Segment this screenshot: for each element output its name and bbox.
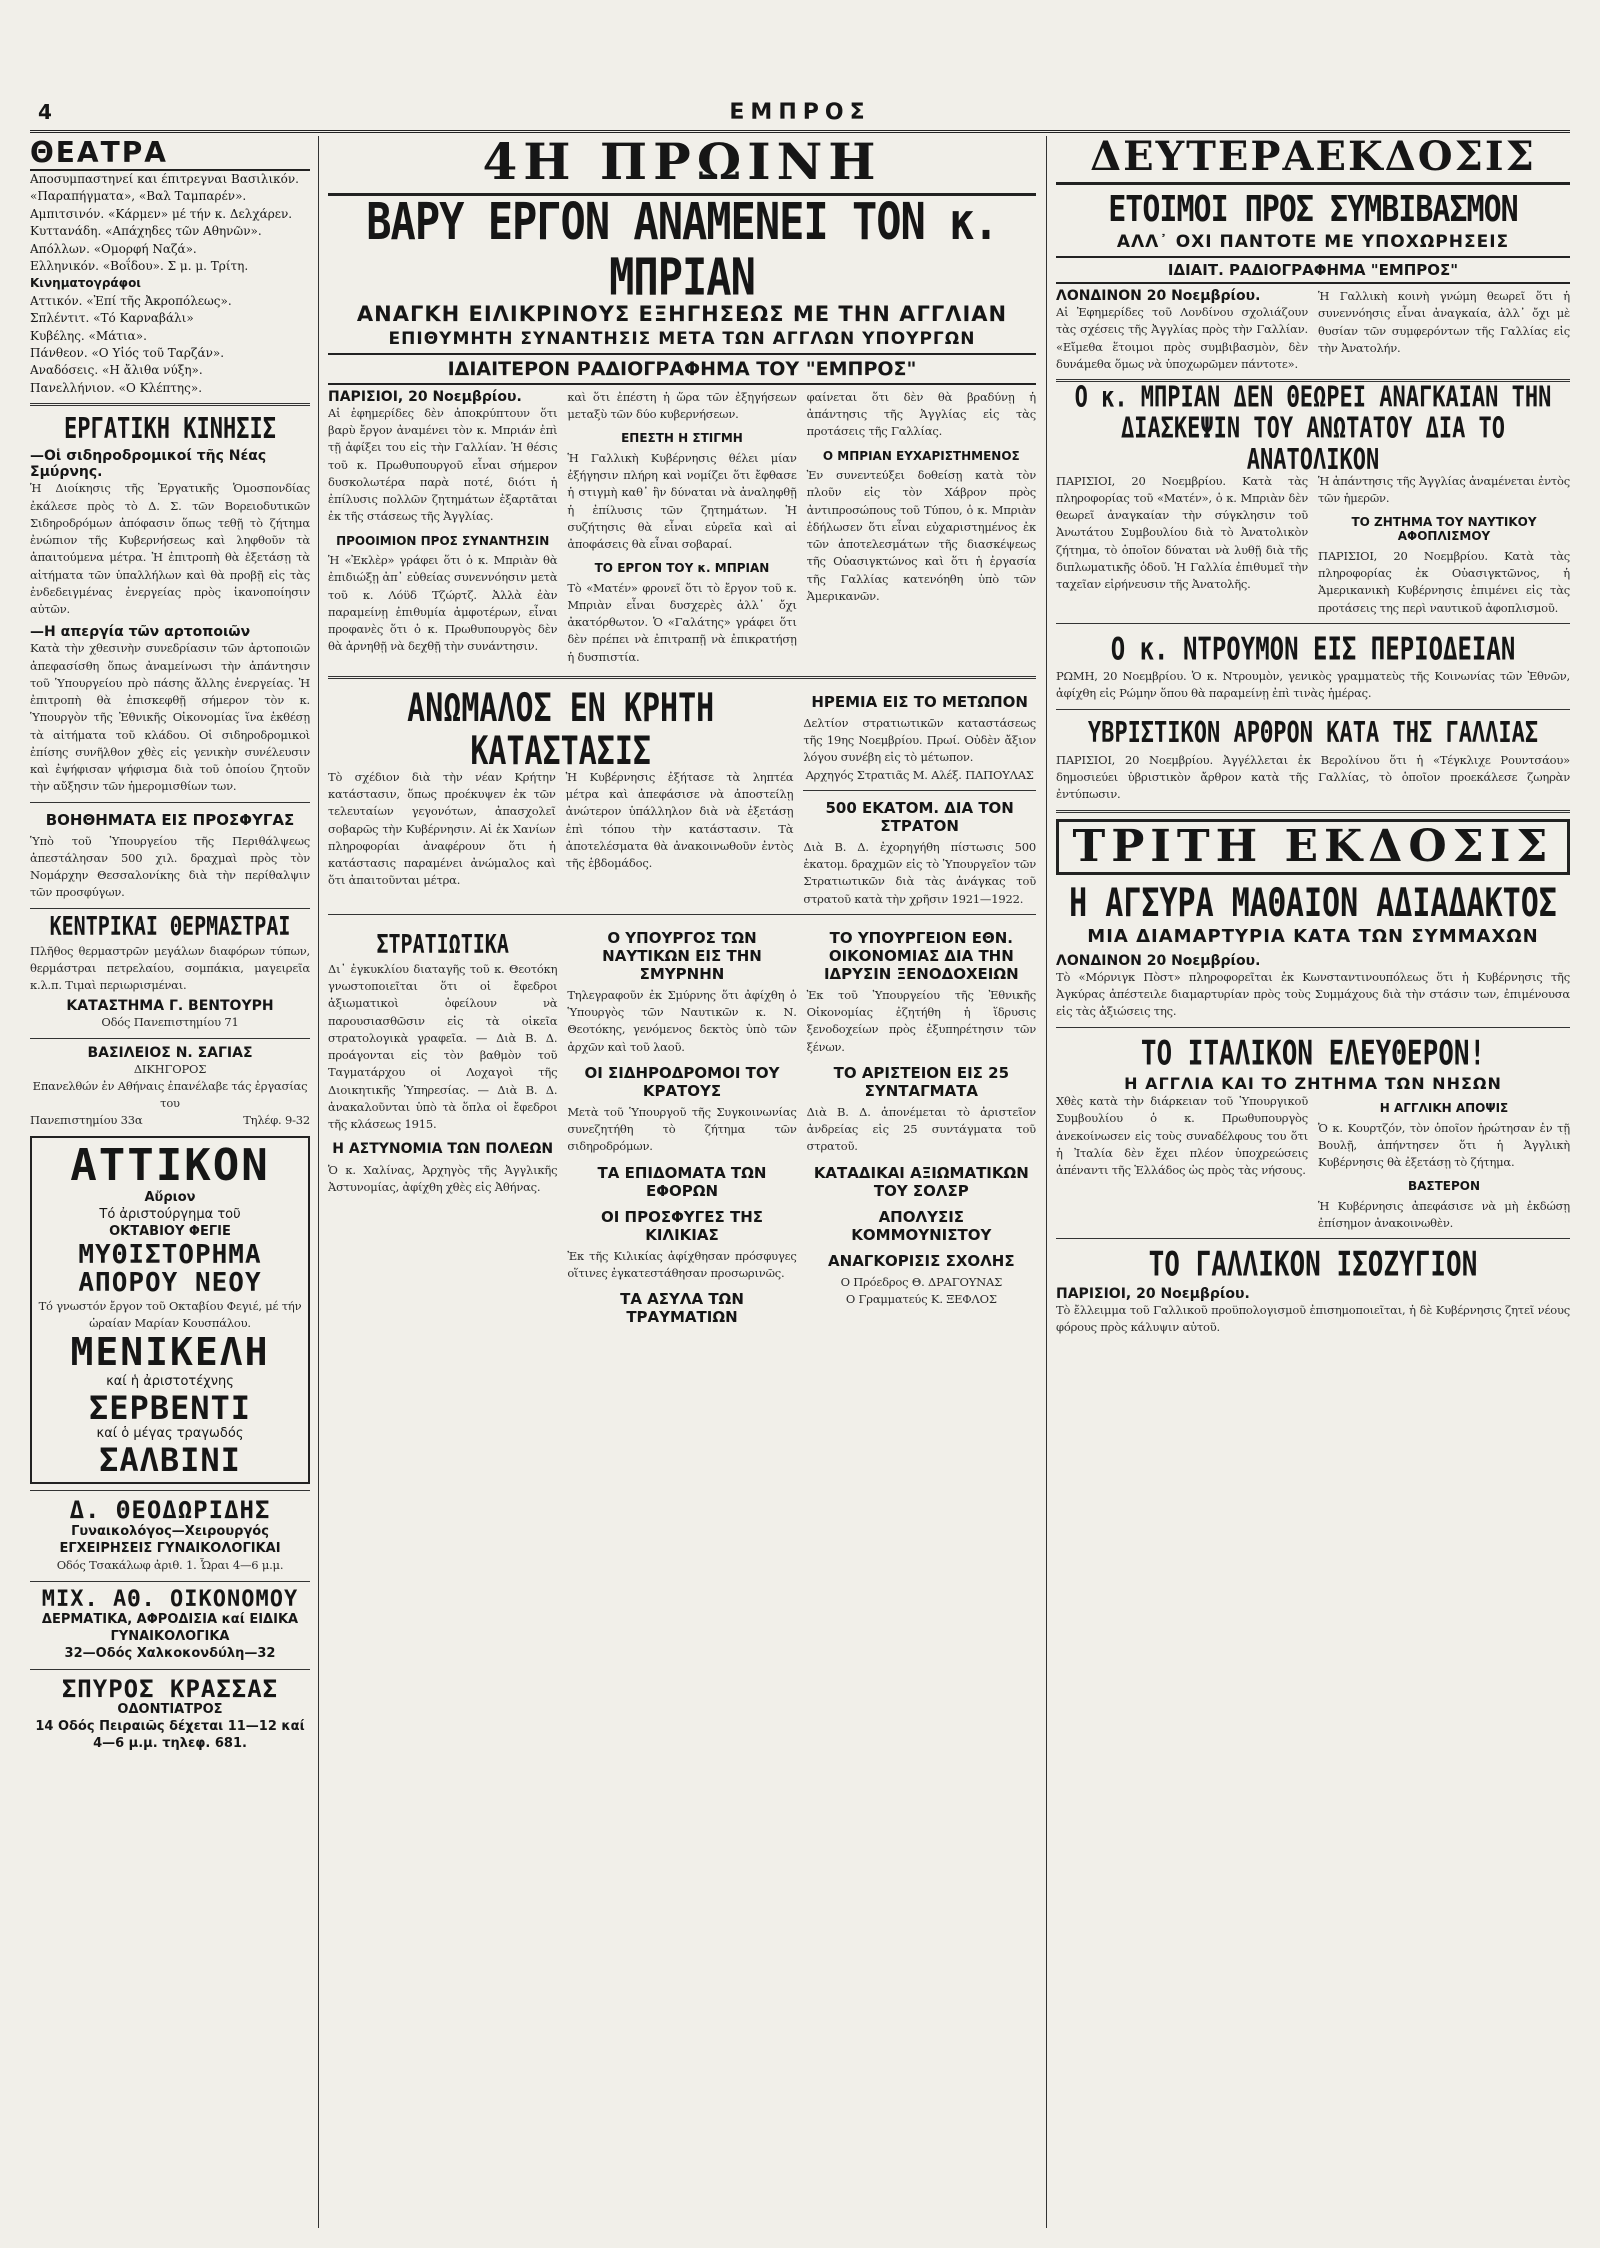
theatre-listing: Ελληνικόν. «Βοΐδου». Σ μ. μ. Τρίτη. xyxy=(30,258,249,273)
article-body: Πλῆθος θερμαστρῶν μεγάλων διαφόρων τύπων, θερμάστραι πετρελαίου, σομπάκια, μαγειρεῖα κ.λ.π. Τιμαὶ περιωρισμέναι. xyxy=(30,943,310,993)
article-body: ΡΩΜΗ, 20 Νοεμβρίου. Ὁ κ. Ντρουμὸν, γενικὸς γραμματεὺς τῆς Κοινωνίας τῶν Ἐθνῶν, ἀφίχθη εἰς Ρώμην ὅπου θὰ παραμείνῃ ἐπὶ τινὰς ἡμέρας. xyxy=(1056,669,1570,701)
refugees-head: ΟΙ ΠΡΟΣΦΥΓΕΣ ΤΗΣ ΚΙΛΙΚΙΑΣ xyxy=(600,1207,763,1244)
article-body: Ἡ Γαλλικὴ κοινὴ γνώμη θεωρεῖ ὅτι ἡ συνεννόησις εἶναι ἀναγκαία, ἀλλ᾽ ὄχι μὲ θυσίαν τῶν συμφερόντων τῆς Γαλλίας εἰς τὴν Ἀνατολήν. xyxy=(1318,289,1570,355)
article-body: Ἡ Κυβέρνησις ἐξήτασε τὰ ληπτέα μέτρα καὶ ἀπεφάσισε νὰ ἀποστείλῃ ἀνώτερον ὑπάλληλον διὰ νὰ ἐξετάσῃ ἐπὶ τόπου τὴν κατάστασιν. Τὰ ἀποτελέσματα θὰ ἀνακοινωθοῦν ἐντὸς τῆς ἑβδομάδος. xyxy=(565,769,794,871)
article-body: Τὸ ἔλλειμμα τοῦ Γαλλικοῦ προϋπολογισμοῦ ἐπισημοποιεῖται, ἡ δὲ Κυβέρνησις ζητεῖ νέους φόρους πρὸς κάλυψιν αὐτοῦ. xyxy=(1056,1302,1570,1335)
third-headline: Η ΑΓΣΥΡΑ ΜΑΘΑΙΟΝ ΑΔΙΑΔΑΚΤΟΣ xyxy=(1069,880,1557,927)
article-body: Ἡ ἀπάντησις τῆς Ἀγγλίας ἀναμένεται ἐντὸς τῶν ἡμερῶν. xyxy=(1318,473,1570,505)
school-signature: Ο Πρόεδρος Θ. ΔΡΑΓΟΥΝΑΣ xyxy=(840,1274,1003,1289)
store-name: ΚΑΤΑΣΤΗΜΑ Γ. ΒΕΝΤΟΥΡΗ xyxy=(66,998,274,1015)
front-signature: Αρχηγός Στρατιᾶς Μ. Αλέξ. ΠΑΠΟΥΛΑΣ xyxy=(805,767,1034,782)
cinema-title: ΜΥΘΙΣΤΟΡΗΜΑ ΑΠΟΡΟΥ ΝΕΟΥ xyxy=(78,1239,262,1299)
italy-headline: ΤΟ ΙΤΑΛΙΚΟΝ ΕΛΕΥΘΕΡΟΝ! xyxy=(1140,1034,1486,1074)
doumer-headline: Ο κ. ΝΤΡΟΥΜΟΝ ΕΙΣ ΠΕΡΙΟΔΕΙΑΝ xyxy=(1110,630,1516,667)
column-divider xyxy=(318,136,319,2228)
page-number: 4 xyxy=(38,100,52,124)
italy-subheadline: Η ΑΓΓΛΙΑ ΚΑΙ ΤΟ ΖΗΤΗΜΑ ΤΩΝ ΝΗΣΩΝ xyxy=(1124,1074,1502,1094)
dentist-address: 14 Οδός Πειραιῶς δέχεται 11—12 καί 4—6 μ.μ. τηλεφ. 681. xyxy=(35,1718,305,1751)
article-body: Ἡ Διοίκησις τῆς Ἐργατικῆς Ὁμοσπονδίας ἐκάλεσε πρὸς τὸ Δ. Σ. τῶν Βορειοδυτικῶν Σιδηροδρόμων ἀπόφασιν ὅπως τεθῇ τὸ ζήτημα ἐνώπιον τῆς Κυβερνήσεως καὶ ληφθοῦν τὰ ἀπαιτούμενα μέτρα. Ἡ ἐπιτροπὴ θὰ ἐξετάσῃ τὰ αἰτήματα τῶν ὑπαλλήλων καὶ θὰ προβῇ εἰς τὰς ἐνδεδειγμένας ἐνεργείας πρὸς ἱκανοποίησιν αὐτῶν. xyxy=(30,481,310,617)
thermastra-title: ΚΕΝΤΡΙΚΑΙ ΘΕΡΜΑΣΤΡΑΙ xyxy=(49,909,291,942)
doctor1-role: Γυναικολόγος—Χειρουργός xyxy=(71,1523,269,1539)
article-body: Κατὰ τὴν χθεσινὴν συνεδρίασιν τῶν ἀρτοποιῶν ἀπεφασίσθη ὅπως ἀναμείνωσι τὴν ἀπάντησιν τοῦ Ὑπουργείου πρὸ πάσης ἄλλης ἐνεργείας. Ἡ ἐπιτροπὴ θὰ ἐπισκεφθῇ σήμερον τὸν κ. Ὑπουργὸν τῆς Ἐθνικῆς Οἰκονομίας ἵνα ἐκθέσῃ τὰ αἰτήματα τοῦ κλάδου. Οἱ σιδηροδρομικοὶ ἐπίσης συνῆλθον χθὲς εἰς γενικὴν συνέλευσιν καὶ ἐψήφισαν ψήφισμα διὰ τοῦ ὁποίου ζητοῦν τὴν αὔξησιν τῶν ἡμερομισθίων των. xyxy=(30,641,310,794)
right-headline: ΕΤΟΙΜΟΙ ΠΡΟΣ ΣΥΜΒΙΒΑΣΜΟΝ xyxy=(1108,188,1518,231)
pension-head: ΤΟ ΑΡΙΣΤΕΙΟΝ ΕΙΣ 25 ΣΥΝΤΑΓΜΑΤΑ xyxy=(833,1063,1010,1100)
aid-title: ΒΟΗΘΗΜΑΤΑ ΕΙΣ ΠΡΟΣΦΥΓΑΣ xyxy=(45,810,295,829)
article-body: Δελτίον στρατιωτικῶν καταστάσεως τῆς 19ης Νοεμβρίου. Πρωί. Οὐδὲν ἄξιον λόγου συνέβη εἰς τὸ μέτωπον. xyxy=(803,715,1036,765)
lawyer-role: ΔΙΚΗΓΟΡΟΣ xyxy=(133,1061,207,1076)
cinema-star: ΜΕΝΙΚΕΛΗ xyxy=(70,1330,270,1375)
lawyer-phone: Τηλέφ. 9-32 xyxy=(243,1113,310,1128)
article-body: Τὸ «Μόρνιγκ Πὸστ» πληροφορεῖται ἐκ Κωνσταντινουπόλεως ὅτι ἡ Κυβέρνησις τῆς Ἀγκύρας ἀπέστειλε διαμαρτυρίαν πρὸς τοὺς Συμμάχους διὰ τὴν στάσιν των, ἐπιμένουσα εἰς τὰς ἀξιώσεις της. xyxy=(1056,969,1570,1019)
article-body: Ὑπὸ τοῦ Ὑπουργείου τῆς Περιθάλψεως ἀπεστάλησαν 500 χιλ. δραχμαὶ πρὸς τὸν Νομάρχην Θεσσαλονίκης διὰ τὴν περίθαλψιν τῶν προσφύγων. xyxy=(30,833,310,900)
lawyer-contact xyxy=(30,1112,310,1129)
third-edition-banner: ΤΡΙΤΗ ΕΚΔΟΣΙΣ xyxy=(1056,819,1570,875)
article-body: Χθὲς κατὰ τὴν διάρκειαν τοῦ Ὑπουργικοῦ Συμβουλίου ὁ κ. Πρωθυπουργὸς ἀνεκοίνωσεν εἰς τοὺς συναδέλφους του ὅτι ἡ Ἰταλία δὲν ἔχει πλέον ὑποχρεώσεις ἀπέναντι τῆς Ἑλλάδος ὡς πρὸς τὰς νήσους. xyxy=(1056,1094,1308,1178)
later-head: ΒΑΣΤΕΡΟΝ xyxy=(1407,1179,1481,1194)
cinema-name: ΑΤΤΙΚΟΝ xyxy=(70,1139,270,1191)
dentist-role: ΟΔΟΝΤΙΑΤΡΟΣ xyxy=(117,1701,223,1717)
article-body: Δι᾽ ἐγκυκλίου διαταγῆς τοῦ κ. Θεοτόκη γνωστοποιεῖται ὅτι οἱ ἔφεδροι ἀξιωματικοὶ ὀφείλουν νὰ παρουσιασθῶσιν εἰς τὰ οἰκεῖα στρατολογικὰ γραφεῖα. — Διὰ Β. Δ. προάγονται εἰς τὸν βαθμὸν τοῦ Ταγματάρχου οἱ Λοχαγοὶ τῆς Διοικητικῆς Ὑπηρεσίας. — Διὰ Β. Δ. ἀνακαλοῦνται ὑπὸ τὰ ὅπλα οἱ ἔφεδροι τῆς κλάσεως 1915. xyxy=(328,961,558,1132)
article-body: Τὸ «Ματέν» φρονεῖ ὅτι τὸ ἔργον τοῦ κ. Μπριὰν εἶναι δυσχερὲς ἀλλ᾽ ὄχι ἀκατόρθωτον. Ὁ «Γαλάτης» γράφει ὅτι δὲν πρέπει νὰ ἐπιτραπῇ νὰ ἐπικρατήσῃ ἡ δυσπιστία. xyxy=(567,580,797,664)
article-body: Ἐν συνεντεύξει δοθείσῃ κατὰ τὸν πλοῦν εἰς τὸν Χάβρον πρὸς ἀντιπροσώπους τοῦ Τύπου, ὁ κ. Μπριὰν ἐδήλωσεν ὅτι εἶναι εὐχαριστημένος ἐκ τῶν ἀποτελεσμάτων τῆς διασκέψεως τῆς Οὐασιγκτώνος καὶ ὅτι ἡ ἐργασία τῆς Γαλλίας κατενόηθη ὑπὸ τῶν Ἀμερικανῶν. xyxy=(806,468,1036,603)
briand-work-head: ΤΟ ΕΡΓΟΝ ΤΟΥ κ. ΜΠΡΙΑΝ xyxy=(594,561,770,576)
naval-head: ΤΟ ΖΗΤΗΜΑ ΤΟΥ ΝΑΥΤΙΚΟΥ ΑΦΟΠΛΙΣΜΟΥ xyxy=(1351,515,1537,544)
school-head: ΑΝΑΓΚΟΡΙΣΙΣ ΣΧΟΛΗΣ xyxy=(828,1251,1015,1270)
theatre-listing: Αναδόσεις. «Η ἄλιθα νύξη». xyxy=(30,363,203,378)
doctor1-address: Οδός Τσακάλωφ ἀριθ. 1. Ὧραι 4—6 μ.μ. xyxy=(56,1558,284,1573)
main-subheadline-2: ΕΠΙΘΥΜΗΤΗ ΣΥΝΑΝΤΗΣΙΣ ΜΕΤΑ ΤΩΝ ΑΓΓΛΩΝ ΥΠΟΥΡΓΩΝ xyxy=(388,328,976,349)
balance-dateline: ΠΑΡΙΣΙΟΙ, 20 Νοεμβρίου. xyxy=(1056,1285,1250,1302)
cinema-line: Τό ἀριστούργημα τοῦ xyxy=(99,1206,241,1222)
cinema-date: Αὔριον xyxy=(144,1189,196,1205)
left-column xyxy=(30,136,310,2228)
dateline: ΠΑΡΙΣΙΟΙ, 20 Νοεμβρίου. xyxy=(328,388,522,405)
critical-head: ΕΠΕΣΤΗ Η ΣΤΙΓΜΗ xyxy=(621,431,743,446)
column-divider xyxy=(1046,136,1047,2228)
labor-title: ΕΡΓΑΤΙΚΗ ΚΙΝΗΣΙΣ xyxy=(64,413,276,446)
doctor2-address: 32—Οδός Χαλκοκονδύλη—32 xyxy=(64,1645,276,1661)
theatre-listing: Πάνθεον. «Ο Υἱός τοῦ Ταρζάν». xyxy=(30,345,225,360)
main-headline: ΒΑΡΥ ΕΡΓΟΝ ΑΝΑΜΕΝΕΙ ΤΟΝ κ. ΜΠΡΙΑΝ xyxy=(366,191,998,307)
theatre-listing: Κυβέλης. «Μάτια». xyxy=(30,328,147,343)
article-body: ΠΑΡΙΣΙΟΙ, 20 Νοεμβρίου. Κατὰ τὰς πληροφορίας ἐκ Οὐασιγκτῶνος, ἡ Ἀμερικανικὴ Κυβέρνησις ἐπιμένει εἰς τὰς προτάσεις της περὶ ναυτικοῦ ἀφοπλισμοῦ. xyxy=(1318,548,1570,615)
theatre-listing: Αμπιτσινόν. «Κάρμεν» μέ τήν κ. Δελχάρεν. xyxy=(30,206,293,221)
briand-right-headline: Ο κ. ΜΠΡΙΑΝ ΔΕΝ ΘΕΩΡΕΙ ΑΝΑΓΚΑΙΑΝ ΤΗΝ ΔΙΑΣΚΕΨΙΝ ΤΟΥ ΑΝΩΤΑΤΟΥ ΔΙΑ ΤΟ ΑΝΑΤΟΛΙΚΟΝ xyxy=(1074,381,1552,478)
crete-row xyxy=(328,685,1036,908)
theatre-listing: Κυττανάδη. «Απάχηδες τῶν Αθηνῶν». xyxy=(30,224,262,239)
cinema-author: ΟΚΤΑΒΙΟΥ ΦΕΓΙΕ xyxy=(109,1223,231,1239)
doctor2-specialty: ΔΕΡΜΑΤΙΚΑ, ΑΦΡΟΔΙΣΙΑ καί ΕΙΔΙΚΑ ΓΥΝΑΙΚΟΛΟΓΙΚΑ xyxy=(41,1611,299,1644)
theatre-listing: Πανελλήνιον. «Ο Κλέπτης». xyxy=(30,380,203,395)
meeting-head: ΠΡΟΟΙΜΙΟΝ ΠΡΟΣ ΣΥΝΑΝΤΗΣΙΝ xyxy=(336,533,550,548)
article-body: καὶ ὅτι ἐπέστη ἡ ὥρα τῶν ἐξηγήσεων μεταξὺ τῶν δύο κυβερνήσεων. xyxy=(567,389,797,422)
cinemas-subtitle: Κινηματογράφοι xyxy=(30,276,141,291)
lawyer-address: Πανεπιστημίου 33α xyxy=(30,1113,143,1128)
cinema-star-2: ΣΕΡΒΕΝΤΙ xyxy=(88,1388,252,1427)
doctor1-name: Δ. ΘΕΟΔΩΡΙΔΗΣ xyxy=(69,1496,271,1525)
main-subheadline: ΑΝΑΓΚΗ ΕΙΛΙΚΡΙΝΟΥΣ ΕΞΗΓΗΣΕΩΣ ΜΕ ΤΗΝ ΑΓΓΛΙΑΝ xyxy=(356,301,1008,326)
military-head: ΣΤΡΑΤΙΩΤΙΚΑ xyxy=(376,928,509,960)
store-address: Οδός Πανεπιστημίου 71 xyxy=(101,1015,239,1030)
article-body: Ὁ κ. Χαλίνας, Ἀρχηγὸς τῆς Ἀγγλικῆς Ἀστυνομίας, ἀφίχθη χθὲς εἰς Ἀθήνας. xyxy=(328,1163,558,1195)
second-edition-banner: ΔΕΥΤΕΡΑΕΚΔΟΣΙΣ xyxy=(1056,136,1570,185)
theatre-listing: Αποσυμπαστηνεί και έπιτρεγναι Βασιλικόν. «Παραπήγματα», «Βαλ Ταμπαρέν». xyxy=(30,172,299,204)
cinema-ad xyxy=(30,1136,310,1485)
article-body: Διὰ Β. Δ. ἀπονέμεται τὸ ἀριστεῖον ἀνδρείας εἰς 25 συντάγματα τοῦ στρατοῦ. xyxy=(806,1104,1036,1154)
article-body: Τὸ σχέδιον διὰ τὴν νέαν Κρήτην κατάστασιν, ὅπως προέκυψεν ἐκ τῶν τελευταίων γεγονότων, ἀπασχολεῖ σοβαρῶς τὴν Κυβέρνησιν. Αἱ ἐκ Χανίων πληροφορίαι ἀναφέρουν ὅτι ἡ κατάστασις παραμένει ἀνώμαλος καὶ ὅτι ἀπαιτοῦνται μέτρα. xyxy=(328,769,556,888)
officers-head: ΤΑ ΕΠΙΔΟΜΑΤΑ ΤΩΝ ΕΦΟΡΩΝ xyxy=(597,1163,767,1200)
theatre-listing: Απόλλων. «Ομορφή Ναζά». xyxy=(30,241,197,256)
article-body: ΠΑΡΙΣΙΟΙ, 20 Νοεμβρίου. Κατὰ τὰς πληροφορίας τοῦ «Ματέν», ὁ κ. Μπριὰν δὲν θεωρεῖ ἀναγκαίαν τὴν σύγκλησιν τοῦ Ἀνωτάτου Συμβουλίου διὰ τὸ Ἀνατολικὸν ζήτημα, τὸ ὁποῖον δύναται νὰ λυθῇ διὰ τῆς διπλωματικῆς ὁδοῦ. Ἡ Γαλλία ἐπιθυμεῖ τὴν ταχεῖαν εἰρήνευσιν τῆς Ἀνατολῆς. xyxy=(1056,473,1308,592)
balance-headline: ΤΟ ΓΑΛΛΙΚΟΝ ΙΣΟΖΥΓΙΟΝ xyxy=(1148,1245,1478,1285)
theatres-title: ΘΕΑΤΡΑ xyxy=(30,136,310,171)
masthead xyxy=(30,100,1570,133)
briand-thanks-head: Ο ΜΠΡΙΑΝ ΕΥΧΑΡΙΣΤΗΜΕΝΟΣ xyxy=(822,448,1020,463)
article-body: Τηλεγραφοῦν ἐκ Σμύρνης ὅτι ἀφίχθη ὁ Ὑπουργὸς τῶν Ναυτικῶν κ. Ν. Θεοτόκης, γενόμενος δεκτὸς ὑπὸ τῶν ἀρχῶν καὶ τοῦ λαοῦ. xyxy=(567,987,797,1054)
lead-story xyxy=(328,389,1036,666)
right-dateline: ΛΟΝΔΙΝΟΝ 20 Νοεμβρίου. xyxy=(1056,288,1261,304)
article-body: Ἡ «Ἐκλὲρ» γράφει ὅτι ὁ κ. Μπριὰν θὰ ἐπιδιώξῃ ἀπ᾽ εὐθείας συνεννόησιν μετὰ τοῦ κ. Λόϋδ Τζώρτζ. Ἀλλὰ ἐὰν παραμείνῃ ἐπιθυμία ἀμφοτέρων, εἶναι προφανὲς ὅτι ὁ κ. Πρωθυπουργὸς δὲν θὰ ἀρνηθῇ νὰ δεχθῇ τὴν συνάντησιν. xyxy=(328,553,558,654)
police-head: Η ΑΣΤΥΝΟΜΙΑ ΤΩΝ ΠΟΛΕΩΝ xyxy=(332,1141,554,1158)
minister-head: Ο ΥΠΟΥΡΓΟΣ ΤΩΝ ΝΑΥΤΙΚΩΝ ΕΙΣ ΤΗΝ ΣΜΥΡΝΗΝ xyxy=(602,928,762,983)
article-body: Αἱ Ἐφημερίδες τοῦ Λονδίνου σχολιάζουν τὰς σχέσεις τῆς Ἀγγλίας πρὸς τὴν Γαλλίαν. «Εἴμεθα ἕτοιμοι πρὸς συμβιβασμὸν, δὲν δυνάμεθα ὅμως νὰ ὑποχωρῶμεν πάντοτε». xyxy=(1056,305,1308,371)
theatre-listing: Αττικόν. «Ἐπί τῆς Ἀκροπόλεως». xyxy=(30,293,232,308)
cinema-star-3: ΣΑΛΒΙΝΙ xyxy=(99,1441,241,1480)
doctor1-specialty: ΕΓΧΕΙΡΗΣΕΙΣ ΓΥΝΑΙΚΟΛΟΓΙΚΑΙ xyxy=(59,1540,281,1556)
third-subheadline: ΜΙΑ ΔΙΑΜΑΡΤΥΡΙΑ ΚΑΤΑ ΤΩΝ ΣΥΜΜΑΧΩΝ xyxy=(1087,925,1539,947)
strike-subtitle: —Η απεργία τῶν αρτοποιῶν xyxy=(30,624,251,641)
paper-name: ΕΜΠΡΟΣ xyxy=(729,100,871,125)
article-body: Ἡ Κυβέρνησις ἀπεφάσισε νὰ μὴ ἐκδώσῃ ἐπίσημον ἀνακοινωθὲν. xyxy=(1318,1198,1570,1230)
doctor2-name: ΜΙΧ. ΑΘ. ΟΙΚΟΝΟΜΟΥ xyxy=(41,1586,299,1612)
article-body: ΠΑΡΙΣΙΟΙ, 20 Νοεμβρίου. Ἀγγέλλεται ἐκ Βερολίνου ὅτι ἡ «Τέγκλιχε Ρουντσάου» δημοσιεύει ὑβριστικὸν ἄρθρον κατὰ τῆς Γαλλίας, τὸ ὁποῖον προεκάλεσε ζωηρὰν ἐντύπωσιν. xyxy=(1056,752,1570,802)
article-body: Ἐκ τοῦ Ὑπουργείου τῆς Ἐθνικῆς Οἰκονομίας ἐζητήθη ἡ ἵδρυσις ξενοδοχείων πρὸς ἐξυπηρέτησιν τῶν ξένων. xyxy=(806,987,1036,1054)
wounded-head: ΤΑ ΑΣΥΛΑ ΤΩΝ ΤΡΑΥΜΑΤΙΩΝ xyxy=(620,1290,744,1327)
crete-headline: ΑΝΩΜΑΛΟΣ ΕΝ ΚΡΗΤΗ ΚΑΤΑΣΤΑΣΙΣ xyxy=(407,685,715,775)
lower-news xyxy=(328,921,1036,1330)
article-body: Αἱ ἐφημερίδες δὲν ἀποκρύπτουν ὅτι βαρὺ ἔργον ἀναμένει τὸν κ. Μπριάν ἐπὶ τῇ ἀφίξει του εἰς τὴν Γαλλίαν. Ἡ θέσις τοῦ κ. Πρωθυπουργοῦ εἶναι σήμερον δυσκολωτέρα παρὰ ποτέ, διότι ἡ ἐπίλυσις πολλῶν ζητημάτων ἐξαρτᾶται ἐκ τῆς στάσεως τῆς Ἀγγλίας. xyxy=(328,405,558,524)
rail-head: ΟΙ ΣΙΔΗΡΟΔΡΟΜΟΙ ΤΟΥ ΚΡΑΤΟΥΣ xyxy=(584,1063,780,1100)
army-funding-head: 500 ΕΚΑΤΟΜ. ΔΙΑ ΤΟΝ ΣΤΡΑΤΟΝ xyxy=(825,798,1014,835)
article-body: φαίνεται ὅτι δὲν θὰ βραδύνῃ ἡ ἀπάντησις τῆς Ἀγγλίας εἰς τὰς προτάσεις τῆς Γαλλίας. xyxy=(806,389,1036,439)
third-dateline: ΛΟΝΔΙΝΟΝ 20 Νοεμβρίου. xyxy=(1056,952,1261,969)
english-view-head: Η ΑΓΓΛΙΚΗ ΑΠΟΨΙΣ xyxy=(1379,1101,1509,1116)
special-radiogram: ΙΔΙΑΙΤΕΡΟΝ ΡΑΔΙΟΓΡΑΦΗΜΑ ΤΟΥ "ΕΜΠΡΟΣ" xyxy=(328,353,1036,385)
communist-head: ΑΠΟΛΥΣΙΣ ΚΟΜΜΟΥΝΙΣΤΟΥ xyxy=(851,1207,992,1244)
right-column xyxy=(1056,136,1570,2228)
front-head: ΗΡΕΜΙΑ ΕΙΣ ΤΟ ΜΕΤΩΠΟΝ xyxy=(811,692,1028,711)
sabotage-head: ΚΑΤΑΔΙΚΑΙ ΑΞΙΩΜΑΤΙΚΩΝ ΤΟΥ ΣΟΛΣΡ xyxy=(813,1163,1029,1200)
theatre-listing: Σπλέντιτ. «Τό Καρναβάλι» xyxy=(30,311,194,326)
article-body: Μετὰ τοῦ Ὑπουργοῦ τῆς Συγκοινωνίας συνεζητήθη τὸ ζήτημα τῶν σιδηροδρόμων. xyxy=(567,1104,797,1154)
article-body: Ἐκ τῆς Κιλικίας ἀφίχθησαν πρόσφυγες οἵτινες ἐγκατεστάθησαν προσωρινῶς. xyxy=(567,1248,797,1280)
lawyer-note: Επανελθών ἐν Αθήναις ἐπανέλαβε τάς ἐργασίας του xyxy=(32,1078,308,1111)
lawyer-name: ΒΑΣΙΛΕΙΟΣ Ν. ΣΑΓΙΑΣ xyxy=(87,1044,253,1061)
dentist-name: ΣΠΥΡΟΣ ΚΡΑΣΣΑΣ xyxy=(61,1674,279,1703)
cinema-description: Τό γνωστόν ἔργον τοῦ Οκταβίου Φεγιέ, μέ τήν ὡραίαν Μαρίαν Κουσπάλου. xyxy=(38,1298,302,1331)
cinema-actor: καί ὁ μέγας τραγωδός xyxy=(96,1426,244,1442)
insult-headline: ΥΒΡΙΣΤΙΚΟΝ ΑΡΘΡΟΝ ΚΑΤΑ ΤΗΣ ΓΑΛΛΙΑΣ xyxy=(1087,716,1539,750)
econ-head: ΤΟ ΥΠΟΥΡΓΕΙΟΝ ΕΘΝ. ΟΙΚΟΝΟΜΙΑΣ ΔΙΑ ΤΗΝ ΙΔΡΥΣΙΝ ΞΕΝΟΔΟΧΕΙΩΝ xyxy=(823,928,1019,983)
cinema-with: καί ἡ ἀριστοτέχνης xyxy=(106,1374,234,1390)
article-body: Διὰ Β. Δ. ἐχορηγήθη πίστωσις 500 ἑκατομ. δραχμῶν εἰς τὸ Ὑπουργεῖον τῶν Στρατιωτικῶν διὰ τὰς ἀνάγκας τοῦ στρατοῦ κατὰ τὴν χρῆσιν 1921—1922. xyxy=(803,839,1036,906)
right-radiogram: ΙΔΙΑΙΤ. ΡΑΔΙΟΓΡΑΦΗΜΑ "ΕΜΠΡΟΣ" xyxy=(1056,256,1570,284)
edition-banner: 4Η ΠΡΩΙΝΗ xyxy=(328,136,1036,196)
right-subheadline: ΑΛΛ᾽ ΟΧΙ ΠΑΝΤΟΤΕ ΜΕ ΥΠΟΧΩΡΗΣΕΙΣ xyxy=(1116,232,1510,252)
article-body: Ὁ κ. Κουρτζόν, τὸν ὁποῖον ἡρώτησαν ἐν τῇ Βουλῇ, ἀπήντησεν ὅτι ἡ Ἀγγλικὴ Κυβέρνησις θὰ ἐξετάσῃ τὸ ζήτημα. xyxy=(1318,1120,1570,1170)
article-body: Ἡ Γαλλικὴ Κυβέρνησις θέλει μίαν ἐξήγησιν πλήρη καὶ νομίζει ὅτι ἔφθασε ἡ στιγμὴ καθ᾽ ἣν δύναται νὰ ἀναληφθῇ ἡ ἐπίλυσις τῶν ζητημάτων. Ἡ συζήτησις θὰ εἶναι εὐρεῖα καὶ αἱ ἀποφάσεις θὰ εἶναι σοβαραί. xyxy=(567,450,797,552)
school-signature-2: Ο Γραμματεύς Κ. ΞΕΦΛΟΣ xyxy=(845,1291,997,1306)
center-column xyxy=(328,136,1036,2228)
labor-subtitle: —Οἱ σιδηροδρομικοί τῆς Νέας Σμύρνης. xyxy=(30,448,267,481)
